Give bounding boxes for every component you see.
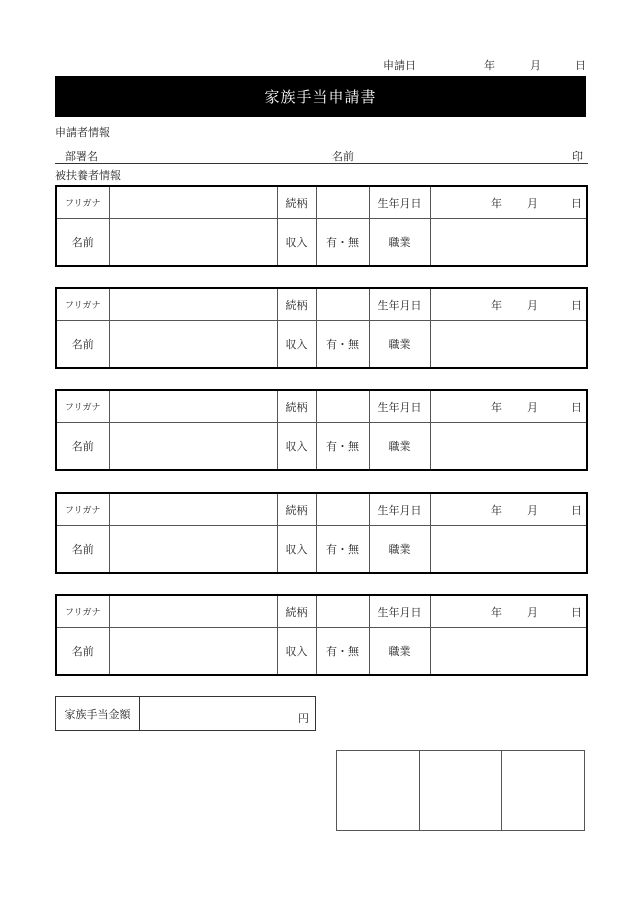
allowance-amount-field[interactable] — [140, 697, 315, 730]
dependent-table-4 — [55, 492, 588, 574]
birth-year: 年 — [491, 400, 502, 414]
income-label: 収入 — [277, 423, 316, 471]
occupation-label: 職業 — [369, 628, 430, 676]
birth-day: 日 — [571, 605, 582, 619]
birth-day: 日 — [571, 503, 582, 517]
income-options[interactable]: 有・無 — [316, 628, 369, 676]
applicant-underline — [55, 163, 588, 164]
application-date-month: 月 — [530, 59, 541, 72]
relation-label: 続柄 — [277, 288, 316, 321]
birth-month: 月 — [527, 400, 538, 414]
dependent-name-label: 名前 — [56, 219, 109, 267]
allowance-amount-box — [55, 696, 316, 731]
approval-stamp-boxes — [336, 750, 585, 831]
allowance-amount-label: 家族手当金額 — [56, 697, 140, 730]
dependent-table-1 — [55, 185, 588, 267]
dependent-table-5 — [55, 594, 588, 676]
relation-field[interactable] — [316, 493, 369, 526]
occupation-label: 職業 — [369, 219, 430, 267]
stamp-box[interactable] — [337, 751, 420, 830]
occupation-field[interactable] — [430, 526, 587, 574]
furigana-label: フリガナ — [56, 595, 109, 628]
furigana-field[interactable] — [109, 595, 277, 628]
seal-label: 印 — [572, 150, 583, 163]
relation-field[interactable] — [316, 288, 369, 321]
birth-date-label: 生年月日 — [369, 390, 430, 423]
birth-month: 月 — [527, 503, 538, 517]
furigana-field[interactable] — [109, 288, 277, 321]
income-label: 収入 — [277, 219, 316, 267]
occupation-label: 職業 — [369, 423, 430, 471]
furigana-label: フリガナ — [56, 288, 109, 321]
birth-date-field[interactable] — [430, 186, 587, 219]
dependent-name-field[interactable] — [109, 526, 277, 574]
dependent-name-field[interactable] — [109, 628, 277, 676]
birth-date-field[interactable] — [430, 288, 587, 321]
birth-date-label: 生年月日 — [369, 595, 430, 628]
birth-day: 日 — [571, 400, 582, 414]
department-label: 部署名 — [65, 150, 98, 163]
dependent-name-field[interactable] — [109, 219, 277, 267]
stamp-box[interactable] — [502, 751, 584, 830]
occupation-label: 職業 — [369, 321, 430, 369]
relation-label: 続柄 — [277, 493, 316, 526]
birth-date-field[interactable] — [430, 390, 587, 423]
income-label: 収入 — [277, 526, 316, 574]
applicant-section-label: 申請者情報 — [55, 126, 110, 139]
income-label: 収入 — [277, 321, 316, 369]
birth-date-field[interactable] — [430, 595, 587, 628]
stamp-box[interactable] — [420, 751, 503, 830]
occupation-field[interactable] — [430, 423, 587, 471]
income-options[interactable]: 有・無 — [316, 423, 369, 471]
birth-month: 月 — [527, 196, 538, 210]
dependent-name-field[interactable] — [109, 321, 277, 369]
birth-day: 日 — [571, 298, 582, 312]
occupation-field[interactable] — [430, 219, 587, 267]
page-title: 家族手当申請書 — [55, 76, 586, 117]
dependent-table-3 — [55, 389, 588, 471]
application-date-year: 年 — [484, 59, 495, 72]
relation-label: 続柄 — [277, 186, 316, 219]
birth-date-label: 生年月日 — [369, 288, 430, 321]
income-options[interactable]: 有・無 — [316, 219, 369, 267]
birth-year: 年 — [491, 298, 502, 312]
dependents-section-label: 被扶養者情報 — [55, 169, 121, 182]
birth-month: 月 — [527, 298, 538, 312]
furigana-label: フリガナ — [56, 186, 109, 219]
relation-field[interactable] — [316, 186, 369, 219]
application-date-day: 日 — [575, 59, 586, 72]
application-date-label: 申請日 — [383, 59, 416, 72]
birth-year: 年 — [491, 196, 502, 210]
occupation-field[interactable] — [430, 628, 587, 676]
dependent-table-2 — [55, 287, 588, 369]
birth-date-label: 生年月日 — [369, 186, 430, 219]
furigana-field[interactable] — [109, 493, 277, 526]
furigana-field[interactable] — [109, 186, 277, 219]
birth-year: 年 — [491, 503, 502, 517]
occupation-label: 職業 — [369, 526, 430, 574]
applicant-name-label: 名前 — [332, 150, 354, 163]
dependent-name-field[interactable] — [109, 423, 277, 471]
furigana-field[interactable] — [109, 390, 277, 423]
relation-field[interactable] — [316, 595, 369, 628]
birth-date-label: 生年月日 — [369, 493, 430, 526]
occupation-field[interactable] — [430, 321, 587, 369]
birth-year: 年 — [491, 605, 502, 619]
birth-date-field[interactable] — [430, 493, 587, 526]
dependent-name-label: 名前 — [56, 628, 109, 676]
yen-unit: 円 — [298, 712, 309, 725]
dependent-name-label: 名前 — [56, 423, 109, 471]
furigana-label: フリガナ — [56, 493, 109, 526]
dependent-name-label: 名前 — [56, 526, 109, 574]
relation-field[interactable] — [316, 390, 369, 423]
relation-label: 続柄 — [277, 595, 316, 628]
furigana-label: フリガナ — [56, 390, 109, 423]
income-options[interactable]: 有・無 — [316, 526, 369, 574]
income-options[interactable]: 有・無 — [316, 321, 369, 369]
birth-month: 月 — [527, 605, 538, 619]
relation-label: 続柄 — [277, 390, 316, 423]
dependent-name-label: 名前 — [56, 321, 109, 369]
income-label: 収入 — [277, 628, 316, 676]
birth-day: 日 — [571, 196, 582, 210]
